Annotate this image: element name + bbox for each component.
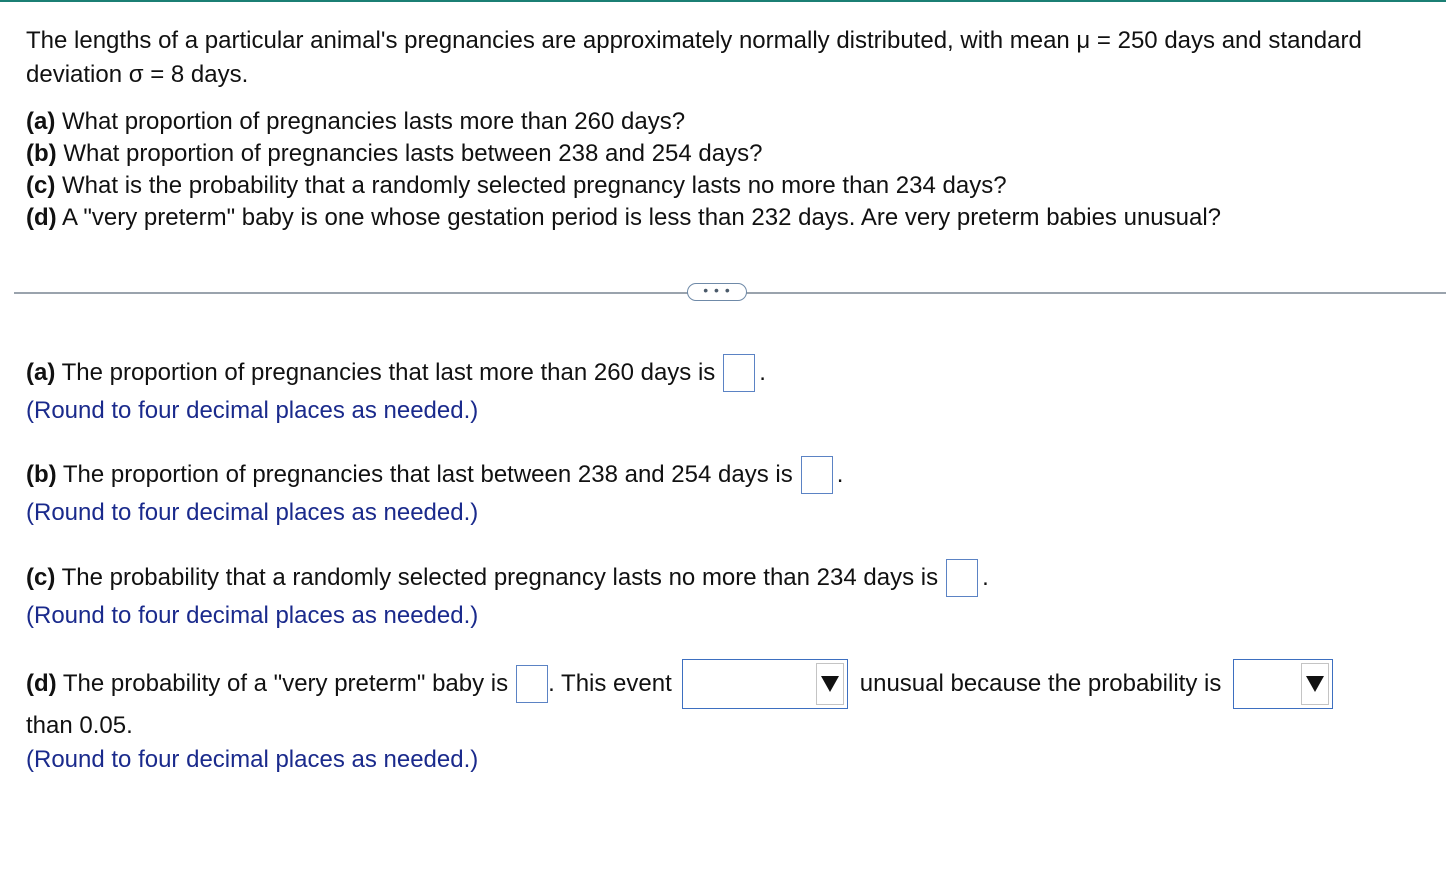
answer-a-tag: (a)	[26, 359, 56, 386]
comparison-dropdown-chevron-down-icon	[1301, 663, 1329, 705]
part-b-tag: (b)	[26, 140, 57, 167]
answer-a	[26, 352, 766, 428]
answer-a-input[interactable]	[723, 354, 755, 392]
answer-b	[26, 454, 843, 530]
answer-c-hint: (Round to four decimal places as needed.)	[26, 602, 479, 629]
answer-b-hint: (Round to four decimal places as needed.)	[26, 499, 479, 526]
part-c-text: What is the probability that a randomly selected pregnancy lasts no more than 234 days?	[55, 172, 1007, 199]
answer-c-input[interactable]	[946, 559, 978, 597]
answer-b-period: .	[836, 461, 844, 488]
answer-b-text: The proportion of pregnancies that last between 238 and 254 days is	[56, 461, 793, 488]
answer-a-period: .	[759, 359, 766, 386]
answer-b-input[interactable]	[801, 456, 833, 494]
event-dropdown-chevron-down-icon	[816, 663, 844, 705]
expand-more-button[interactable]: • • •	[687, 283, 747, 301]
part-b-text: What proportion of pregnancies lasts between 238 and 254 days?	[56, 140, 763, 167]
answer-d-middle: unusual because the probability is	[859, 670, 1222, 697]
part-d-tag: (d)	[26, 204, 57, 231]
question-part-c	[26, 170, 1426, 202]
part-c-tag: (c)	[26, 172, 56, 199]
answer-c	[26, 557, 989, 633]
question-text	[26, 24, 1426, 234]
top-accent-rule	[0, 0, 1446, 2]
question-part-d	[26, 202, 1426, 234]
question-part-b	[26, 138, 1426, 170]
part-a-tag: (a)	[26, 108, 56, 135]
part-d-text: A "very preterm" baby is one whose gestation period is less than 232 days. Are very preterm babies unusual?	[56, 204, 1222, 231]
answer-c-text: The probability that a randomly selected pregnancy lasts no more than 234 days is	[55, 564, 939, 591]
question-intro: The lengths of a particular animal's pregnancies are approximately normally distributed, with mean μ = 250 days and standard deviation σ = 8 days.	[26, 27, 1362, 88]
part-a-text: What proportion of pregnancies lasts more than 260 days?	[55, 108, 686, 135]
answer-d-after-box: . This event	[548, 670, 672, 697]
answer-d-input[interactable]	[516, 665, 548, 703]
answer-a-text: The proportion of pregnancies that last more than 260 days is	[55, 359, 716, 386]
answer-d	[26, 659, 1333, 777]
answer-c-tag: (c)	[26, 564, 56, 591]
question-part-a	[26, 106, 1426, 138]
answer-d-tag: (d)	[26, 670, 57, 697]
answer-d-text: The probability of a "very preterm" baby is	[56, 670, 509, 697]
answer-c-period: .	[982, 564, 989, 591]
probability-comparison-dropdown[interactable]	[1233, 659, 1333, 709]
answer-a-hint: (Round to four decimal places as needed.)	[26, 397, 479, 424]
answer-d-end: than 0.05.	[26, 712, 133, 739]
answer-d-hint: (Round to four decimal places as needed.)	[26, 746, 479, 773]
event-is-isnot-dropdown[interactable]	[682, 659, 848, 709]
answer-b-tag: (b)	[26, 461, 57, 488]
